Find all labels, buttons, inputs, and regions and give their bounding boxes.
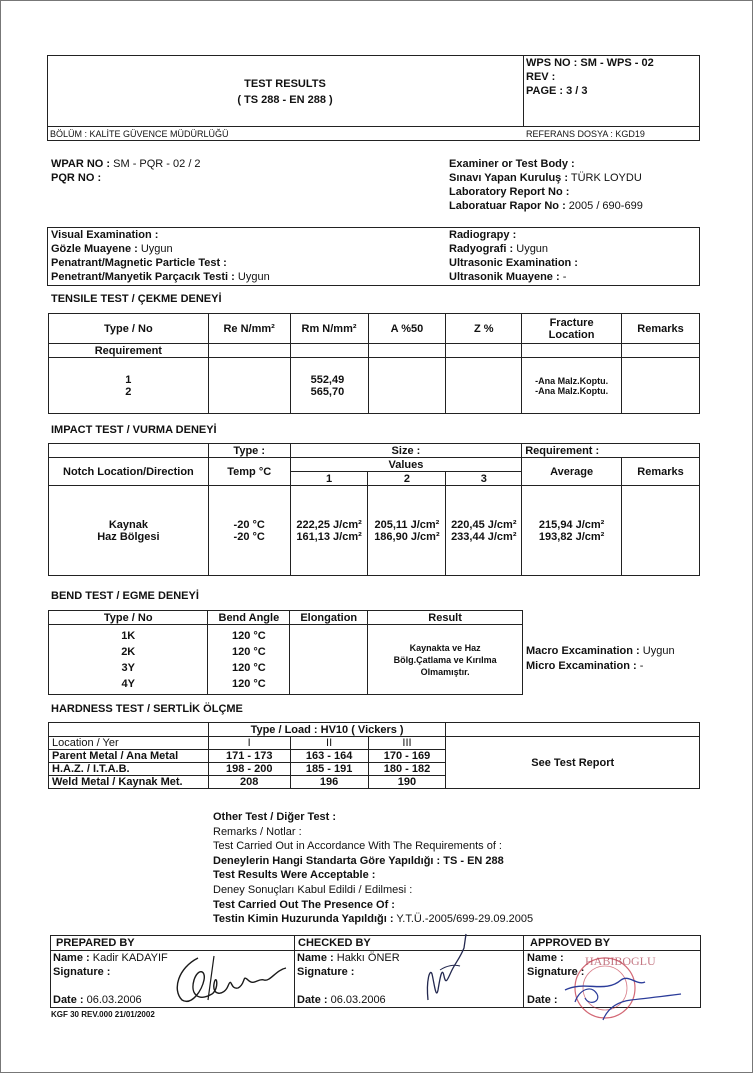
tensile-header-remarks: Remarks bbox=[622, 314, 700, 344]
checked-signature bbox=[420, 930, 470, 1008]
radiography-value: Uygun bbox=[516, 243, 549, 255]
visual-line bbox=[51, 243, 173, 255]
standard-value: TS - EN 288 bbox=[443, 854, 504, 867]
tensile-requirement-label: Requirement bbox=[49, 344, 209, 358]
tensile-rm-1: 552,49 bbox=[310, 373, 345, 386]
bend-header-elongation: Elongation bbox=[290, 611, 368, 625]
tensile-header-fracture: Fracture Location bbox=[522, 314, 622, 344]
micro-label: Micro Excamination : bbox=[526, 660, 637, 672]
impact-col-2: 2 bbox=[368, 472, 446, 486]
lab-report-value: 2005 / 690-699 bbox=[568, 200, 643, 212]
impact-remarks-label: Remarks bbox=[622, 458, 700, 486]
bend-angle-2: 120 °C bbox=[231, 645, 266, 658]
hardness-col-2: II bbox=[290, 737, 368, 750]
bend-title: BEND TEST / EGME DENEYİ bbox=[51, 590, 199, 602]
tensile-requirement-row bbox=[49, 344, 700, 358]
hardness-r2-v3: 180 - 182 bbox=[368, 763, 446, 776]
accordance: Test Carried Out in Accordance With The Requirements of : bbox=[213, 840, 502, 853]
radiography-label: Radiograpy : bbox=[449, 229, 517, 241]
hardness-r1-v2: 163 - 164 bbox=[290, 750, 368, 763]
radiography-line bbox=[449, 243, 548, 255]
impact-temp-label: Temp °C bbox=[208, 458, 290, 486]
prepared-title: PREPARED BY bbox=[56, 937, 135, 949]
impact-v3-1: 220,45 J/cm² bbox=[451, 518, 517, 531]
impact-v3-2: 233,44 J/cm² bbox=[451, 530, 517, 543]
standard-label: Deneylerin Hangi Standarta Göre Yapıldığı : bbox=[213, 854, 441, 867]
macro-value: Uygun bbox=[642, 645, 675, 657]
checked-date-label: Date : bbox=[297, 994, 328, 1006]
prepared-signature bbox=[168, 950, 290, 1008]
macro-label: Macro Excamination : bbox=[526, 645, 640, 657]
other-test: Other Test / Diğer Test : bbox=[213, 811, 337, 823]
examiner-line bbox=[449, 172, 642, 184]
impact-title: IMPACT TEST / VURMA DENEYİ bbox=[51, 424, 217, 436]
impact-v1-2: 161,13 J/cm² bbox=[296, 530, 362, 543]
checked-signature-label: Signature : bbox=[297, 966, 355, 978]
bend-no-4: 4Y bbox=[121, 677, 135, 690]
bend-header-result: Result bbox=[368, 611, 523, 625]
prepared-signature-label: Signature : bbox=[53, 966, 111, 978]
visual-label: Visual Examination : bbox=[51, 229, 159, 241]
hardness-col-1: I bbox=[208, 737, 290, 750]
pqr-label: PQR NO : bbox=[51, 172, 102, 184]
rev: REV : bbox=[526, 71, 556, 83]
micro-line bbox=[526, 660, 643, 672]
impact-col-1: 1 bbox=[290, 472, 368, 486]
lab-report-label: Laboratory Report No : bbox=[449, 186, 570, 198]
reference: REFERANS DOSYA : KGD19 bbox=[526, 129, 645, 139]
impact-temp-1: -20 °C bbox=[233, 518, 265, 531]
hardness-r3-v1: 208 bbox=[208, 776, 290, 789]
approved-title: APPROVED BY bbox=[530, 937, 611, 949]
wpar-value: SM - PQR - 02 / 2 bbox=[113, 158, 201, 170]
impact-v1-1: 222,25 J/cm² bbox=[296, 518, 362, 531]
hardness-r1-v1: 171 - 173 bbox=[208, 750, 290, 763]
hardness-r3-v3: 190 bbox=[368, 776, 446, 789]
impact-values-label: Values bbox=[290, 458, 522, 472]
wpar-label: WPAR NO : bbox=[51, 158, 111, 170]
prepared-date: 06.03.2006 bbox=[86, 994, 142, 1006]
doc-standard: ( TS 288 - EN 288 ) bbox=[237, 94, 333, 106]
impact-col-3: 3 bbox=[446, 472, 522, 486]
approved-signature-label: Signature : bbox=[527, 966, 585, 978]
tensile-header-rm: Rm N/mm² bbox=[290, 314, 368, 344]
presence-tr-label: Testin Kimin Huzurunda Yapıldığı : bbox=[213, 913, 394, 926]
bend-no-3: 3Y bbox=[121, 661, 135, 674]
hardness-title: HARDNESS TEST / SERTLİK ÖLÇME bbox=[51, 703, 243, 715]
checked-name-label: Name : bbox=[297, 952, 334, 964]
impact-requirement-label: Requirement : bbox=[522, 444, 700, 458]
penetrant-tr-label: Penetrant/Manyetik Parçacık Testi : bbox=[51, 271, 235, 283]
wpar-line bbox=[51, 158, 201, 170]
impact-avg-1: 215,94 J/cm² bbox=[538, 518, 605, 531]
hardness-location-label: Location / Yer bbox=[49, 737, 209, 750]
presence: Test Carried Out The Presence Of : bbox=[213, 898, 395, 911]
hardness-r3-v2: 196 bbox=[290, 776, 368, 789]
stamp-text: HABIBOGLU bbox=[585, 954, 656, 968]
penetrant-value: Uygun bbox=[237, 271, 270, 283]
ultrasonic-line bbox=[449, 271, 566, 283]
hardness-r2-v2: 185 - 191 bbox=[290, 763, 368, 776]
bend-result-text: Kaynakta ve Haz Bölg.Çatlama ve Kırılma Olmamıştır. bbox=[368, 625, 523, 695]
tensile-header-type: Type / No bbox=[49, 314, 209, 344]
tensile-title: TENSILE TEST / ÇEKME DENEYİ bbox=[51, 293, 222, 305]
impact-v2-1: 205,11 J/cm² bbox=[374, 518, 440, 531]
hardness-see-report: See Test Report bbox=[446, 737, 700, 789]
tensile-no-1: 1 bbox=[125, 373, 132, 386]
bend-no-2: 2K bbox=[121, 645, 136, 658]
visual-tr-label: Gözle Muayene : bbox=[51, 243, 138, 255]
tensile-header-a: A %50 bbox=[368, 314, 446, 344]
wps-no: WPS NO : SM - WPS - 02 bbox=[526, 57, 654, 69]
impact-table bbox=[48, 443, 700, 576]
penetrant-label: Penatrant/Magnetic Particle Test : bbox=[51, 257, 227, 269]
tensile-fracture-2: -Ana Malz.Koptu. bbox=[535, 385, 609, 396]
checked-title: CHECKED BY bbox=[298, 937, 371, 949]
page-number: PAGE : 3 / 3 bbox=[526, 85, 588, 97]
ultrasonic-label: Ultrasonic Examination : bbox=[449, 257, 578, 269]
examiner-label: Examiner or Test Body : bbox=[449, 158, 575, 170]
other-section bbox=[213, 810, 533, 927]
lab-report-line bbox=[449, 200, 643, 212]
header-divider bbox=[47, 126, 700, 127]
impact-location-2: Haz Bölgesi bbox=[97, 530, 160, 543]
hardness-r2-v1: 198 - 200 bbox=[208, 763, 290, 776]
visual-value: Uygun bbox=[140, 243, 173, 255]
penetrant-line bbox=[51, 271, 270, 283]
prepared-date-label: Date : bbox=[53, 994, 84, 1006]
remarks: Remarks / Notlar : bbox=[213, 825, 302, 838]
macro-line bbox=[526, 645, 675, 657]
acceptable: Test Results Were Acceptable : bbox=[213, 869, 376, 882]
tensile-table bbox=[48, 313, 700, 414]
bend-angle-3: 120 °C bbox=[231, 661, 266, 674]
bend-table bbox=[48, 610, 523, 695]
bend-header-type: Type / No bbox=[49, 611, 208, 625]
lab-report-tr-label: Laboratuar Rapor No : bbox=[449, 200, 566, 212]
approved-date-label: Date : bbox=[527, 994, 558, 1006]
prepared-name: Kadir KADAYIF bbox=[92, 952, 168, 964]
header-title-cell bbox=[47, 55, 524, 126]
tensile-header-row bbox=[49, 314, 700, 344]
hardness-type-load: Type / Load : HV10 ( Vickers ) bbox=[208, 723, 446, 737]
checked-date: 06.03.2006 bbox=[330, 994, 386, 1006]
approved-name-label: Name : bbox=[527, 952, 564, 964]
hardness-col-3: III bbox=[368, 737, 446, 750]
ultrasonic-value: - bbox=[562, 271, 567, 283]
accepted-tr: Deney Sonuçları Kabul Edildi / Edilmesi : bbox=[213, 883, 413, 896]
micro-value: - bbox=[639, 660, 644, 672]
bend-angle-4: 120 °C bbox=[231, 677, 266, 690]
impact-v2-2: 186,90 J/cm² bbox=[374, 530, 440, 543]
radiography-tr-label: Radyografi : bbox=[449, 243, 514, 255]
prepared-name-label: Name : bbox=[53, 952, 90, 964]
impact-type-label: Type : bbox=[208, 444, 290, 458]
form-code: KGF 30 REV.000 21/01/2002 bbox=[51, 1010, 155, 1019]
ultrasonic-tr-label: Ultrasonik Muayene : bbox=[449, 271, 560, 283]
impact-location-1: Kaynak bbox=[108, 518, 148, 531]
hardness-r1-v3: 170 - 169 bbox=[368, 750, 446, 763]
presence-value: Y.T.Ü.-2005/699-29.09.2005 bbox=[396, 913, 534, 926]
department: BÖLÜM : KALİTE GÜVENCE MÜDÜRLÜĞÜ bbox=[50, 129, 229, 139]
tensile-header-re: Re N/mm² bbox=[208, 314, 290, 344]
tensile-no-2: 2 bbox=[125, 385, 132, 398]
tensile-header-z: Z % bbox=[446, 314, 522, 344]
bend-no-1: 1K bbox=[121, 629, 136, 642]
impact-notch-label: Notch Location/Direction bbox=[49, 458, 209, 486]
impact-temp-2: -20 °C bbox=[233, 530, 265, 543]
examiner-value: TÜRK LOYDU bbox=[570, 172, 642, 184]
impact-size-label: Size : bbox=[290, 444, 522, 458]
bend-header-angle: Bend Angle bbox=[208, 611, 290, 625]
table-row bbox=[49, 486, 700, 576]
table-row bbox=[49, 625, 523, 695]
tensile-rm-2: 565,70 bbox=[310, 385, 345, 398]
hardness-loc-1: Parent Metal / Ana Metal bbox=[49, 750, 209, 763]
bend-angle-1: 120 °C bbox=[231, 629, 266, 642]
examiner-tr-label: Sınavı Yapan Kuruluş : bbox=[449, 172, 568, 184]
impact-average-label: Average bbox=[522, 458, 622, 486]
tensile-fracture-1: -Ana Malz.Koptu. bbox=[535, 375, 609, 386]
doc-title: TEST RESULTS bbox=[244, 78, 326, 90]
impact-avg-2: 193,82 J/cm² bbox=[538, 530, 605, 543]
table-row bbox=[49, 358, 700, 414]
hardness-loc-2: H.A.Z. / I.T.A.B. bbox=[49, 763, 209, 776]
hardness-loc-3: Weld Metal / Kaynak Met. bbox=[49, 776, 209, 789]
checked-name: Hakkı ÖNER bbox=[336, 952, 400, 964]
hardness-table bbox=[48, 722, 700, 789]
